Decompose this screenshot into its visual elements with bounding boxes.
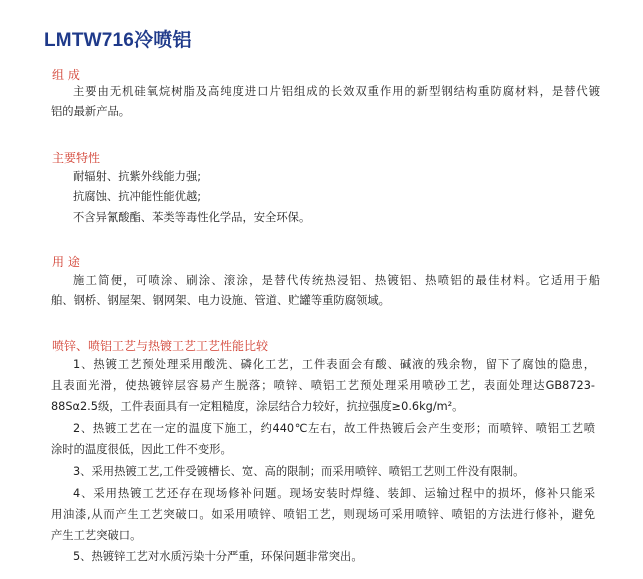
comparison-line: 88Sα2.5级，工件表面具有一定粗糙度，涂层结合力较好，抗拉强度≥0.6kg/m²。	[51, 400, 464, 413]
comparison-line: 3、采用热镀工艺,工件受镀槽长、宽、高的限制；而采用喷锌、喷铝工艺则工件没有限制。	[73, 465, 525, 478]
usage-line: 施工简便，可喷涂、刷涂、滚涂，是替代传统热浸铝、热镀铝、热喷铝的最佳材料。它适用于船	[73, 274, 600, 287]
feature-item: 抗腐蚀、抗冲能性能优越;	[73, 190, 202, 203]
features-heading: 主要特性	[52, 151, 101, 165]
composition-line: 主要由无机硅氧烷树脂及高纯度进口片铝组成的长效双重作用的新型钢结构重防腐材料，是替代镀	[73, 85, 600, 98]
page-title: LMTW716冷喷铝	[44, 30, 192, 51]
usage-line: 舶、钢桥、钢屋架、钢网架、电力设施、管道、贮罐等重防腐领域。	[51, 294, 390, 307]
feature-item: 不含异氰酸酯、苯类等毒性化学品，安全环保。	[73, 211, 311, 224]
comparison-line: 用油漆,从而产生工艺突破口。如采用喷锌、喷铝工艺，则现场可采用喷锌、喷铝的方法进行修补，避免	[51, 508, 595, 521]
usage-heading: 用 途	[52, 255, 80, 269]
comparison-line: 2、热镀工艺在一定的温度下施工，约440℃左右，故工件热镀后会产生变形；而喷锌、喷铝工艺喷	[73, 422, 595, 435]
comparison-heading: 喷锌、喷铝工艺与热镀工艺工艺性能比较	[52, 339, 269, 353]
comparison-line: 5、热镀锌工艺对水质污染十分严重，环保问题非常突出。	[73, 550, 363, 563]
feature-item: 耐辐射、抗紫外线能力强;	[73, 170, 202, 183]
composition-heading: 组 成	[52, 68, 80, 82]
composition-line: 铝的最新产品。	[51, 105, 131, 118]
comparison-line: 4、采用热镀工艺还存在现场修补问题。现场安装时焊缝、装卸、运输过程中的损坏，修补只能采	[73, 487, 595, 500]
comparison-line: 且表面光滑，使热镀锌层容易产生脱落；喷锌、喷铝工艺预处理采用喷砂工艺，表面处理达GB8723-	[51, 379, 595, 392]
comparison-line: 涂时的温度很低，因此工件不变形。	[51, 443, 232, 456]
comparison-line: 1、热镀工艺预处理采用酸洗、磷化工艺，工件表面会有酸、碱液的残余物，留下了腐蚀的隐患，	[73, 358, 595, 371]
comparison-line: 产生工艺突破口。	[51, 529, 142, 542]
